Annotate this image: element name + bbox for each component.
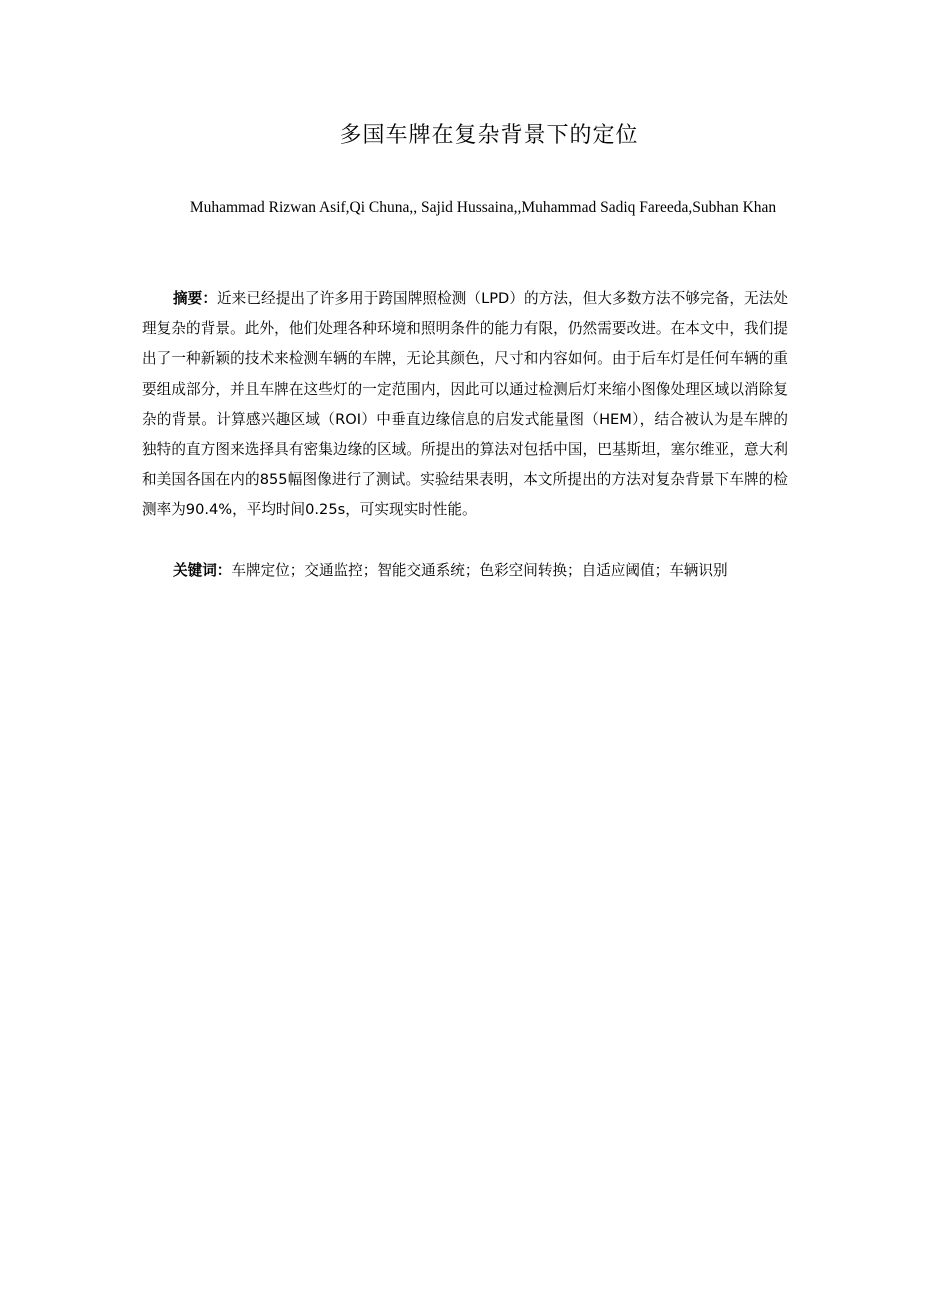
paper-title: 多国车牌在复杂背景下的定位: [339, 123, 639, 148]
abstract-paragraph: [142, 284, 788, 526]
abstract-text: 近来已经提出了许多用于跨国牌照检测（LPD）的方法，但大多数方法不够完备，无法处理复杂的背景。此外，他们处理各种环境和照明条件的能力有限，仍然需要改进。在本文中，我们提出了一种新颖的技术来检测车辆的车牌，无论其颜色，尺寸和内容如何。由于后车灯是任何车辆的重要组成部分，并且车牌在这些灯的一定范围内，因此可以通过检测后灯来缩小图像处理区域以消除复杂的背景。计算感兴趣区域（ROI）中垂直边缘信息的启发式能量图（HEM），结合被认为是车牌的独特的直方图来选择具有密集边缘的区域。所提出的算法对包括中国，巴基斯坦，塞尔维亚，意大利和美国各国在内的855幅图像进行了测试。实验结果表明，本文所提出的方法对复杂背景下车牌的检测率为90.4%，平均时间0.25s，可实现实时性能。: [142, 290, 788, 519]
abstract-label: 摘要：: [173, 290, 218, 307]
keywords-line: [142, 556, 788, 586]
author-list: Muhammad Rizwan Asif,Qi Chuna,, Sajid Hussaina,,Muhammad Sadiq Fareeda,Subhan Khan: [189, 199, 777, 216]
keywords-text: 车牌定位；交通监控；智能交通系统；色彩空间转换；自适应阈值；车辆识别: [231, 562, 728, 579]
keywords-label: 关键词：: [173, 562, 232, 579]
